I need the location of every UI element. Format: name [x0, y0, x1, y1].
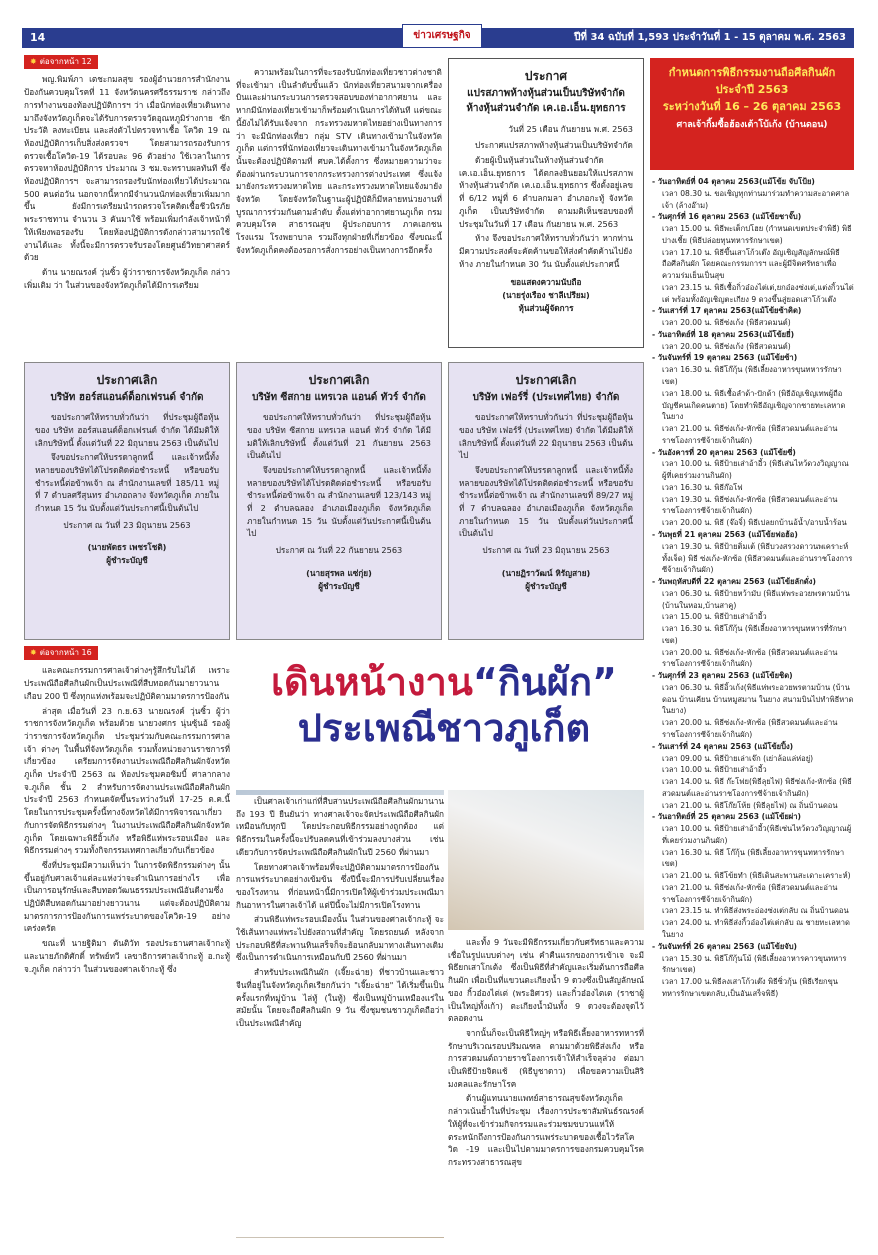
schedule-event: เวลา 16.30 น. พิธี โก๊กุ้น (พิธีเลี้ยงอาหารขุนทหารรักษาเขต): [662, 847, 845, 869]
notice-sign: ขอแสดงความนับถือ: [510, 277, 582, 288]
schedule-event: เวลา 10.00 น. พิธีป้ายเส่าอ้าอี้ว: [662, 765, 767, 775]
article-paragraph: ด้าน นายณรงค์ วุ่นซิ้ว ผู้ว่าราชการจังหวัดภูเก็ต กล่าวเพิ่มเติม ว่า ในส่วนของจังหวัดภูเก็ตได้มีการเตรียม: [24, 266, 230, 290]
notice-dissolution-3: [448, 362, 644, 640]
notice-dissolution-1: [24, 362, 230, 640]
continued-tag: [24, 646, 98, 660]
page-header: [22, 28, 854, 48]
schedule-day: - วันศุกร์ที่ 16 ตุลาคม 2563 (แม้โข้ยชาจั๊บ): [652, 212, 802, 222]
schedule-event: เวลา 20.00 น. พิธีซ่งเก้ง (พิธีสวดมนต์): [662, 318, 791, 328]
schedule-dates: ระหว่างวันที่ 16 – 26 ตุลาคม 2563: [662, 100, 842, 114]
schedule-day: - วันเสาร์ที่ 17 ตุลาคม 2563(แม้โข้ยซ้าคิด): [652, 306, 802, 316]
schedule-event: เวลา 16.30 น. พิธีโก๊กุ้น (พิธีเลี้ยงอาหารขุนทหารที่รักษาเขต): [662, 624, 847, 645]
schedule-event: เวลา 17.10 น. พิธีขึ้นเสาโก้วเต๊ง อัญเชิญสัญลักษณ์พิธีถือศีลกินผัก โดยคณะกรรมการฯ และผู้มีจิตศรัทธาเพื่อความร่มเย็นเป็นสุข: [662, 247, 840, 281]
notice-title: ประกาศ: [524, 69, 568, 83]
article-paragraph: ล่าสุด เมื่อวันที่ 23 ก.ย.63 นายณรงค์ วุ่นซิ้ว ผู้ว่าราชการจังหวัดภูเก็ต พร้อมด้วย นายวงศกร นุ่นซุ้นอ้ รองผู้ว่าราชการจังหวัดภูเก็ต ประชุมร่วมกับคณะกรรมการศาลเจ้า ต่างๆ ในพื้นที่จังหวัดภูเก็ต รวมทั้งหน่วยงานราชการที่เกี่ยวข้อง เตรียมการจัดงานประเพณีถือศีลกินผักจังหวัดภูเก็ต ประจำปี 2563 ณ ห้องประชุมคอซิมบี้ ศาลากลาง จ.ภูเก็ต ชั้น 2 สำหรับการจัดงานประเพณีถือศีลกินผักประจำปี 2563 กำหนดจัดขึ้นระหว่างวันที่ 17-25 ต.ค.นี้ โดยในการประชุมครั้งนี้ทางจังหวัดได้มีการพิจารณาเกี่ยวกับการจัดพิธีกรรมต่างๆ ในงานประเพณีถือศีลกินผักจังหวัดภูเก็ต โดยเฉพาะพิธีอิ้วเก้ง หรือพิธีแห่พระรอบเมือง และพิธีกรรมต่างๆ รวมทั้งกิจกรรมเทศกาลเกี่ยวกับเกี่ยวข้อง: [24, 705, 230, 856]
notice-company: บริษัท เฟอร์รี่ (ประเทศไทย) จำกัด: [472, 391, 620, 403]
article-paragraph: ซึ่งที่ประชุมมีความเห็นว่า ในการจัดพิธีกรรมต่างๆ นั้นขึ้นอยู่กับศาลเจ้าแต่ละแห่งว่าจะดำเนินการอย่างไร เพื่อเป็นการอนุรักษ์และสืบทอดวัฒนธรรมประเพณีอันดีงามซึ่งปฏิบัติสืบทอดกันมาอย่างยาวนาน แต่จะต้องปฏิบัติตามมาตรการการป้องกันการแพร่ระบาดของโควิด-19 อย่างเคร่งครัด: [24, 859, 230, 934]
continued-label: ต่อจากหน้า 16: [39, 648, 92, 657]
schedule-event: เวลา 15.00 น. พิธีพะเต็กปโฮย (กำหนดเขตประจำพิธี) พิธีปางเชี้ย (พิธีปล่อยทุนทหารรักษาเขต): [662, 224, 852, 245]
schedule-event: เวลา 16.30 น. พิธีก๊อโฟ: [662, 482, 743, 492]
notice-body: ประกาศแปรสภาพห้างหุ้นส่วนเป็นบริษัทจำกัด: [475, 140, 633, 151]
article-column-1: [24, 55, 230, 355]
notice-role: ผู้ชำระบัญชี: [525, 580, 567, 591]
star-icon: ✸: [30, 57, 37, 66]
schedule-day: - วันพุธที่ 21 ตุลาคม 2563 (แม้โข้ยฟอฮ้อ): [652, 529, 798, 539]
notice-conversion: [448, 58, 644, 348]
page-number: 14: [30, 31, 46, 45]
schedule-event: เวลา 08.30 น. ขอเชิญทุกท่านมาร่วมทำความสะอาดศาลเจ้า (ล้างอ๊าม): [662, 188, 850, 210]
notice-date: ประกาศ ณ วันที่ 22 กันยายน 2563: [275, 545, 403, 556]
schedule-event: เวลา 21.00 น. พิธีซ่งเก้ง-หักซ้อ (พิธีสวดมนต์และอ่านราชโองการซีจ้ายเจ้ากินผัก): [662, 424, 838, 445]
schedule-event: เวลา 20.00 น. พิธี (จ๊อจิ๋) พิธีเปลยกบ้านอ้น้ำ/อาบน้ำร้อน: [662, 518, 847, 528]
article-paragraph: ขณะที่ นายฐิติมา ตันติวัท รองประธานศาลเจ้ากะทู้ และนายภักดิศักดิ์ ทรัพย์ทวี เลขาธิการศาลเจ้ากะทู้ อ.กะทู้ จ.ภูเก็ต กล่าวว่า ในส่วนของศาลเจ้ากะทู้ ซึ่ง: [24, 938, 230, 974]
article-paragraph: เป็นศาลเจ้าเก่าแก่ที่สืบสานประเพณีถือศีลกินผักมานานถึง 193 ปี ยืนยันว่า ทางศาลเจ้าจะจัดประเพณีถือศีลกินผักเหมือนกับทุกปี โดยประกอบพิธีกรรมอย่างถูกต้อง แต่พิธีกรรมในครั้งนี้จะปรับลดคนที่เข้าร่วมลงบางส่วน เช่นเดียวกับการจัดประเพณีถือศีลกินผักในปี 2560 ที่ผ่านมา: [236, 796, 444, 857]
article-paragraph: และทั้ง 9 วันจะมีพิธีกรรมเกี่ยวกับศรัทธาและความเชื่อในรูปแบบต่างๆ เช่น คำคืนแรกของการเข้าเจ จะมีพิธียกเสาโกเต้ง ซึ่งเป็นพิธีที่สำคัญและเริ่มต้นการถือศีลกินผัก เพื่อเป็นที่แขวนตะเกียงน้ำ 9 ดวงซึ่งเป็นสัญลักษณ์ของ กิ้วอ๋องไต่เต่ (พระอิศวร) และกิ๋วอ๋องไตเต (ราชาผู้เป็นใหญ่ทั้งเก้า) ตะเกียงน้ำมันทั้ง 9 ดวงจะต้องจุดไว้ตลอดงาน: [448, 937, 644, 1024]
schedule-event: เวลา 14.00 น. พิธี ก๊ะโฟย(พิธีลุยไฟ) พิธีซ่งเก้ง-หักซ้อ (พิธีสวดมนต์และอ่านราชโองการซีจ้ายเจ้ากินผัก): [662, 777, 852, 798]
schedule-day: - วันศุกร์ที่ 23 ตุลาคม 2563 (แม้โข้ยชิด): [652, 671, 793, 681]
schedule-day: - วันอาทิตย์ที่ 25 ตุลาคม 2563 (แม้โข้ยผ่า): [652, 812, 801, 822]
headline-text: เดินหน้างาน: [270, 660, 473, 704]
article-column-5: [448, 936, 644, 1236]
schedule-event: เวลา 20.00 น. พิธีซ่งเก้ง-หักซ้อ (พิธีสวดมนต์และอ่านราชโองการซีจ้ายเจ้ากินผัก): [662, 718, 838, 739]
continued-label: ต่อจากหน้า 12: [39, 57, 92, 66]
schedule-event: เวลา 16.30 น. พิธีโก๊กุ้น (พิธีเลี้ยงอาหารขุนทหารรักษาเขต): [662, 365, 842, 387]
schedule-event: เวลา 21.00 น. พิธีโข้ยทำ (พิธีเดินสะพานสะเดาะเคราะห์): [662, 871, 851, 881]
schedule-event: เวลา 20.00 น. พิธีซ่งเก้ง-หักซ้อ (พิธีสวดมนต์และอ่านราชโองการซีจ้ายเจ้ากินผัก): [662, 647, 838, 669]
notice-signer: (นายฏิราวัฒน์ หิรัญสาย): [501, 567, 591, 578]
notice-subtitle: ห้างหุ้นส่วนจำกัด เค.เอ.เอ็น.ยุทธการ: [466, 103, 626, 115]
schedule-event: เวลา 19.30 น. พิธีป้ายติ่มเต้ (พิธีบวงสรวงดาวนพเคราะห์ทั้งเจ็ด) พิธี ซ่งเก้ง-หักซ้อ (พิธีสวดมนต์และอ่านราชโองการซีจ้ายเจ้ากินผัก): [662, 541, 853, 575]
notice-dissolution-2: [236, 362, 442, 640]
schedule-event: เวลา 24.00 น. ทำพิธีส่งกิ้วอ๋องไต่เต่กลับ ณ ชายทะเลหาดในยาง: [662, 918, 850, 939]
notice-role: หุ้นส่วนผู้จัดการ: [518, 302, 574, 313]
notice-company: บริษัท ซีสกาย แทรเวล แอนด์ ทัวร์ จำกัด: [252, 391, 426, 403]
article-column-3: [24, 646, 230, 1236]
notice-company: บริษัท ฮอร์สแอนด์ด็อกเฟรนด์ จำกัด: [50, 391, 204, 403]
star-icon: ✸: [30, 648, 37, 657]
notice-title: ประกาศเลิก: [515, 373, 577, 387]
notice-body: จึงขอประกาศให้บรรดาลูกหนี้ และเจ้าหนี้ทั้งหลายของบริษัทได้โปรดติดต่อชำระหนี้ หรือขอรับชำระหนี้ต่อข้าพเจ้า ณ สำนักงานเลขที่ 123/143 หมู่ที่ 2 ตำบลฉลอง อำเภอเมืองภูเก็ต จังหวัดภูเก็ต ภายในกำหนด 15 วัน นับตั้งแต่วันประกาศนี้เป็นต้นไป: [247, 464, 431, 539]
schedule-day: - วันอังคารที่ 20 ตุลาคม 2563 (แม้โข้ยซี่): [652, 447, 796, 457]
schedule-event: เวลา 15.00 น. พิธีป้ายเส่าอ้าอี้ว: [662, 612, 767, 622]
article-paragraph: โดยทางศาลเจ้าพร้อมที่จะปฏิบัติตามมาตรการป้องกันการแพร่ระบาดอย่างเข้มข้น ซึ่งปีนี้จะมีการปรับเปลี่ยนเรื่องของโรงทาน ที่ก่อนหน้านี้มีการเปิดให้ผู้เข้าร่วมประเพณีมากินอาหารในศาลเจ้าได้ แต่ปีนี้จะไม่มีการเปิดโรงทาน: [236, 861, 444, 910]
schedule-day: - วันจันทร์ที่ 19 ตุลาคม 2563 (แม้โข้ยซ้า): [652, 353, 798, 363]
notice-signer: (นายพัดธร เพชรโชติ): [87, 542, 167, 553]
schedule-event: เวลา 09.00 น. พิธีป้ายเล่าเจ๊ก (เย่าล้อแล่ห่อยู่): [662, 753, 814, 763]
notice-body: จึงขอประกาศให้บรรดาลูกหนี้ และเจ้าหนี้ทั้งหลายของบริษัทได้โปรดติดต่อชำระหนี้ หรือขอรับชำระหนี้ต่อข้าพเจ้า ณ สำนักงานเลขที่ 185/11 หมู่ที่ 7 ตำบลศรีสุนทร อำเภอถลาง จังหวัดภูเก็ต ภายในกำหนด 15 วัน นับตั้งแต่วันประกาศนี้เป็นต้นไป: [35, 452, 219, 514]
continued-tag: [24, 55, 98, 69]
notice-body: ขอประกาศให้ทราบทั่วกันว่า ที่ประชุมผู้ถือหุ้นของ บริษัท เฟอร์รี่ (ประเทศไทย) จำกัด ได้มีมติให้เลิกบริษัทนี้ ตั้งแต่วันที่ 22 มิถุนายน 2563 เป็นต้นไป: [459, 412, 633, 461]
issue-info: ปีที่ 34 ฉบับที่ 1,593 ประจำวันที่ 1 - 15 ตุลาคม พ.ศ. 2563: [574, 32, 846, 44]
article-paragraph: และคณะกรรมการศาลเจ้าต่างๆรู้สึกรับไม่ได้ เพราะประเพณีถือศีลกินผักเป็นประเพณีที่สืบทอดกันมายาวนานเกือบ 200 ปี ซึ่งทุกแห่งพร้อมจะปฏิบัติตามมาตรการป้องกัน: [24, 665, 230, 701]
notice-body: ขอประกาศให้ทราบทั่วกันว่า ที่ประชุมผู้ถือหุ้นของ บริษัท ซีสกาย แทรเวล แอนด์ ทัวร์ จำกัด ได้มีมติให้เลิกบริษัทนี้ ตั้งแต่วันที่ 21 กันยายน 2563 เป็นต้นไป: [247, 412, 431, 461]
headline-quote: “กินผัก”: [472, 660, 618, 704]
article-paragraph: ด้านผู้แทนนายแพทย์สาธารณสุขจังหวัดภูเก็ต กล่าวเน้นย้ำในที่ประชุม เรื่องการประชาสัมพันธ์รณรงค์ให้ผู้ที่จะเข้าร่วมกิจกรรมและร่วมชมขบวนแห่ให้ตระหนักถึงการป้องกันการแพร่ระบาดของเชื้อไวรัสโควิด -19 และเป็นไปตามมาตรการของกรมควบคุมโรค กระทรวงสาธารณสุข: [448, 1093, 644, 1167]
schedule-event: เวลา 21.00 น. พิธีโก๊ยโห้ย (พิธีลุยไฟ) ณ ถิ่นบ้านดอน: [662, 800, 838, 810]
schedule-event: เวลา 18.00 น. พิธีเชื้อลำด้า-ปักด้า (พิธีอัญเชิญเทพผู้ถือบัญชีคนเกิดคนตาย) โดยทำพิธีอัญเชิญจากชายทะเลหาดในยาง: [662, 388, 846, 422]
schedule-event: เวลา 23.15 น. พิธีเชื้อกิ่วอ๋องไต่เต่,ยกอ๋องซ่งเต่,แต่งกิ้วนไต่เต่ พร้อมทั้งอัญเชิญตะเกียง 9 ดวงขึ้นสู่ยอดเสาโก้วเต๊ง: [662, 282, 854, 304]
festival-photo-ceremony: [448, 790, 644, 930]
headline-line-2: ประเพณีชาวภูเก็ต: [297, 705, 591, 750]
schedule-event: เวลา 06.30 น. พิธีป้ายหว้ามับ (พิธีแห่พระอวยพรตามบ้าน (บ้านในหอม,บ้านสาคู): [662, 588, 850, 610]
schedule-event: เวลา 23.15 น. ทำพิธีส่งพระอ่องซ่งเต่กลับ ณ ถิ่นบ้านดอน: [662, 906, 849, 916]
article-paragraph: พญ.พิมพ์ภา เตชะกมลสุข รองผู้อำนวยการสำนักงานป้องกันควบคุมโรคที่ 11 จังหวัดนครศรีธรรมราช กล่าวถึงการทำงานของท้องปฏิบัติการฯ ว่า เมื่อนักท่องเที่ยวเดินทางมาถึงจังหวัดภูเก็ตจะได้รับการตรวจวัดอุณหภูมิร่างกาย ซักประวัติ ลงทะเบียน และส่งตัวไปตรวจหาเชื้อ โควิด 19 ณ ห้องปฏิบัติการเก็บสิ่งส่งตรวจฯ โดยสามารถรองรับการตรวจเชื้อโควิด-19 ได้รอบละ 96 ตัวอย่าง ใช้เวลาในการตรวจหาห้องปฏิบัติการ ประมาณ 3 ชม.จะทราบผลทันที ซึ่งห้องปฏิบัติการฯ จะสามารถรองรับนักท่องเที่ยวได้ประมาณ 500 คนต่อวัน นอกจากนี้หากมีจำนวนนักท่องเที่ยวเพิ่มมากขึ้น ยังมีการเตรียมนำรถตรวจโรคติดเชื้อชีวนิรภัยพระราชทาน จำนวน 3 คันมาใช้ พร้อมเพิ่มกำลังเจ้าหน้าที่ให้เพียงพอรองรับ โดยห้องปฏิบัติการดังกล่าวสามารถใช้งานได้และ ทั้งนี้จะมีการตรวจรับรองโดยศูนย์วิทยาศาสตร์ด้วย: [24, 74, 230, 263]
notice-date: ประกาศ ณ วันที่ 23 มิถุนายน 2563: [63, 519, 191, 530]
notice-signer: (นายรุ่งเรือง ชาลีเปรียม): [502, 290, 590, 301]
schedule-day: - วันพฤหัสบดีที่ 22 ตุลาคม 2563 (แม้โข้ยลักดั่ง): [652, 577, 816, 587]
notice-subtitle: แปรสภาพห้างหุ้นส่วนเป็นบริษัทจำกัด: [467, 87, 625, 99]
article-paragraph: สำหรับประเพณีกินผัก (เจี๊ยะฉ่าย) ที่ชาวบ้านและชาวจีนที่อยู่ในจังหวัดภูเก็ตเรียกกันว่า "เจี๊ยะฉ่าย" ได้เริ่มขึ้นเป็นครั้งแรกที่หมู่บ้าน ไล่ทู้ (ในทู้) ซึ่งเป็นหมู่บ้านเหมืองแร่ในสมัยนั้น โดยจะถือศีลกินผัก 9 วัน ซึ่งชุมชนชาวภูเก็ตถือว่าเป็นประเพณีสำคัญ: [236, 967, 444, 1028]
notice-body: ด้วยผู้เป็นหุ้นส่วนในห้างหุ้นส่วนจำกัด เค.เอ.เอ็น.ยุทธการ ได้ตกลงยินยอมให้แปรสภาพห้างหุ้นส่วนจำกัด เค.เอ.เอ็น.ยุทธการ ซึ่งตั้งอยู่เลขที่ 6/12 หมู่ที่ 6 ตำบลกมลา อำเภอกะทู้ จังหวัดภูเก็ต เป็นบริษัทจำกัด ตามมติเห็นชอบของที่ประชุมในวันที่ 17 เดือน กันยายน พ.ศ. 2563: [459, 155, 633, 229]
notice-title: ประกาศเลิก: [96, 373, 158, 387]
schedule-list: [652, 176, 854, 1000]
schedule-header: [650, 58, 854, 170]
schedule-event: เวลา 19.30 น. พิธีซ่งเก้ง-หักซ้อ (พิธีสวดมนต์และอ่านราชโองการซีจ้ายเจ้ากินผัก): [662, 494, 838, 516]
notice-body: ขอประกาศให้ทราบทั่วกันว่า ที่ประชุมผู้ถือหุ้นของ บริษัท ฮอร์สแอนด์ด็อกเฟรนด์ จำกัด ได้มีมติให้เลิกบริษัทนี้ ตั้งแต่วันที่ 22 มิถุนายน 2563 เป็นต้นไป: [35, 412, 219, 448]
schedule-title: กำหนดการพิธีกรรมงานถือศีลกินผัก: [668, 66, 836, 79]
article-column-4: [236, 795, 444, 1237]
schedule-day: - วันเสาร์ที่ 24 ตุลาคม 2563 (แม้โข้ยปิ้ง): [652, 741, 794, 751]
notice-role: ผู้ชำระบัญชี: [318, 580, 360, 591]
schedule-event: เวลา 15.30 น. พิธีโก๊กุ้นโม้ (พิธีเลี้ยงอาหารคาวขุนทหารรักษาเขต): [662, 953, 847, 975]
schedule-day: - วันจันทร์ที่ 26 ตุลาคม 2563 (แม้โข้ยจับ): [652, 941, 798, 951]
schedule-event: เวลา 20.00 น. พิธีซ่งเก้ง (พิธีสวดมนต์): [662, 341, 791, 351]
notice-title: ประกาศเลิก: [308, 373, 370, 387]
schedule-event: เวลา 06.30 น. พิธีอิ้วเก้ง(พิธีแห่พระอวยพรตามบ้าน (บ้านดอน บ้านเคียน บ้านหมูสมาน ในยาง สนามบินไปทำพิธีหาดในยาง): [662, 682, 854, 716]
article-paragraph: จากนั้นก็จะเป็นพิธีใหญ่ๆ หรือพิธีเลี้ยงอาหารทหารที่รักษาบริเวณรอบปริมณฑล ตามมาด้วยพิธีส่งเก้ง หรือการสวดมนต์ถวายราชโองการเจ้าให้สำเร็จลุล่วง ต่อมาเป็นพิธีป้ายจิดแช้ (พิธีบูชาดาว) เพื่อขอความเป็นสิริมงคลและรักษาโรค: [448, 1027, 644, 1089]
schedule-event: เวลา 21.00 น. พิธีซ่งเก้ง-หักซ้อ (พิธีสวดมนต์และอ่านราชโองการซีจ้ายเจ้ากินผัก): [662, 882, 838, 904]
schedule-day: - วันอาทิตย์ที่ 04 ตุลาคม 2563(แม้โข้ย จับโป้ย): [652, 177, 815, 186]
schedule-venue: ศาลเจ้ากิ้มซื้อฮ้องเต้าโบ้เก้ง (บ้านดอน): [676, 120, 828, 131]
notice-role: ผู้ชำระบัญชี: [106, 555, 148, 566]
schedule-event: เวลา 10.00 น. พิธีป้ายเส่าอ้าอี้ว(พิธีเซ่นไหว้ดวงวิญญาณผู้ที่เคยร่วมงานกินผัก): [662, 824, 852, 845]
schedule-day: - วันอาทิตย์ที่ 18 ตุลาคม 2563(แม้โข้ยยี่): [652, 329, 795, 339]
notice-date: ประกาศ ณ วันที่ 23 มิถุนายน 2563: [482, 545, 610, 556]
schedule-year: ประจำปี 2563: [715, 83, 789, 97]
schedule-event: เวลา 17.00 น.พิธีลงเสาโก้วเต๊ง พิธีซิ่วกุ้น (พิธีเรียกขุนทหารรักษาเขตกลับ,เป็นอันเสร็จพิธี): [662, 977, 839, 998]
schedule-event: เวลา 10.00 น. พิธีป้ายเส่าอ้าอี้ว (พิธีเส่นไหว้ดวงวิญญาณ ผู้ที่เคยร่วมงานกินผัก): [662, 459, 849, 481]
article-paragraph: ส่วนพิธีแห่พระรอบเมืองนั้น ในส่วนของศาลเจ้ากะทู้ จะใช้เส้นทางแห่พระไปยังสถานที่สำคัญ โดยรถยนต์ หลังจากประกอบพิธีที่สะพานหินเสร็จก็จะย้อนกลับมาทางเส้นทางเดิม ซึ่งเป็นการดำเนินการเหมือนกับปี 2560 ที่ผ่านมา: [236, 914, 444, 963]
article-column-2: [236, 66, 442, 356]
headline: [234, 660, 654, 751]
notice-signer: (นายสุรพล แซ่กุ่ย): [306, 567, 372, 578]
notice-body: ห้าง จึงขอประกาศให้ทราบทั่วกันว่า หากท่านมีความประสงค์จะคัดค้านขอให้ส่งคำคัดค้านไปยังห้าง ภายในกำหนด 30 วัน นับตั้งแต่ประกาศนี้: [459, 233, 633, 269]
headline-line-1: [234, 660, 654, 706]
newspaper-logo: ข่าวเศรษฐกิจ: [402, 24, 482, 48]
article-paragraph: ความพร้อมในการที่จะรองรับนักท่องเที่ยวชาวต่างชาติที่จะเข้ามา เป็นลำดับขั้นแล้ว นักท่องเที่ยวสนามจากเครื่องบินและผ่านกระบวนการตรวจสอบของท่าอากาศยาน และหากมีนักท่องเที่ยวเข้ามาก็พร้อมดำเนินการได้ทันที แต่ขณะนี้ยังไม่ได้รับแจ้งจาก กระทรวงมหาดไทยอย่างเป็นทางการว่า จะมีนักท่องเที่ยว กลุ่ม STV เดินทางเข้ามาในจังหวัดภูเก็ต แต่การที่นักท่องเที่ยวจะเดินทางเข้ามาในจังหวัดภูเก็ตนั้นจะต้องปฏิบัติตามที่ ศบค.ได้ตั้งการ ซึ่งหมายความว่าจะต้องผ่านกระบวนการจากกระทรวงการต่างประเทศ ซึ่งแจ้งมายังกระทรวงมหาดไทย และกระทรวงมหาดไทยแจ้งมายังจังหวัด โดยจังหวัดในฐานะผู้ปฏิบัติก็มีหลายหน่วยงานที่บูรณาการร่วมกันตามลำดับ ตั้งแต่ท่าอากาศยานภูเก็ต กรมควบคุมโรค สาธารณสุข ผู้ประกอบการ ภาคเอกชน โรงแรม โรงพยาบาล รวมถึงทุกฝ่ายที่เกี่ยวข้อง ซึ่งขณะนี้จังหวัดภูเก็ตคงต้องรอการสั่งการอย่างเป็นทางการอีกครั้ง: [236, 67, 442, 255]
notice-date: วันที่ 25 เดือน กันยายน พ.ศ. 2563: [508, 123, 633, 134]
notice-body: จึงขอประกาศให้บรรดาลูกหนี้ และเจ้าหนี้ทั้งหลายของบริษัทได้โปรดติดต่อชำระหนี้ หรือขอรับชำระหนี้ต่อข้าพเจ้า ณ สำนักงานเลขที่ 89/27 หมู่ที่ 7 ตำบลฉลอง อำเภอเมืองภูเก็ต จังหวัดภูเก็ต ภายในกำหนด 15 วัน นับตั้งแต่วันประกาศนี้เป็นต้นไป: [459, 464, 633, 539]
